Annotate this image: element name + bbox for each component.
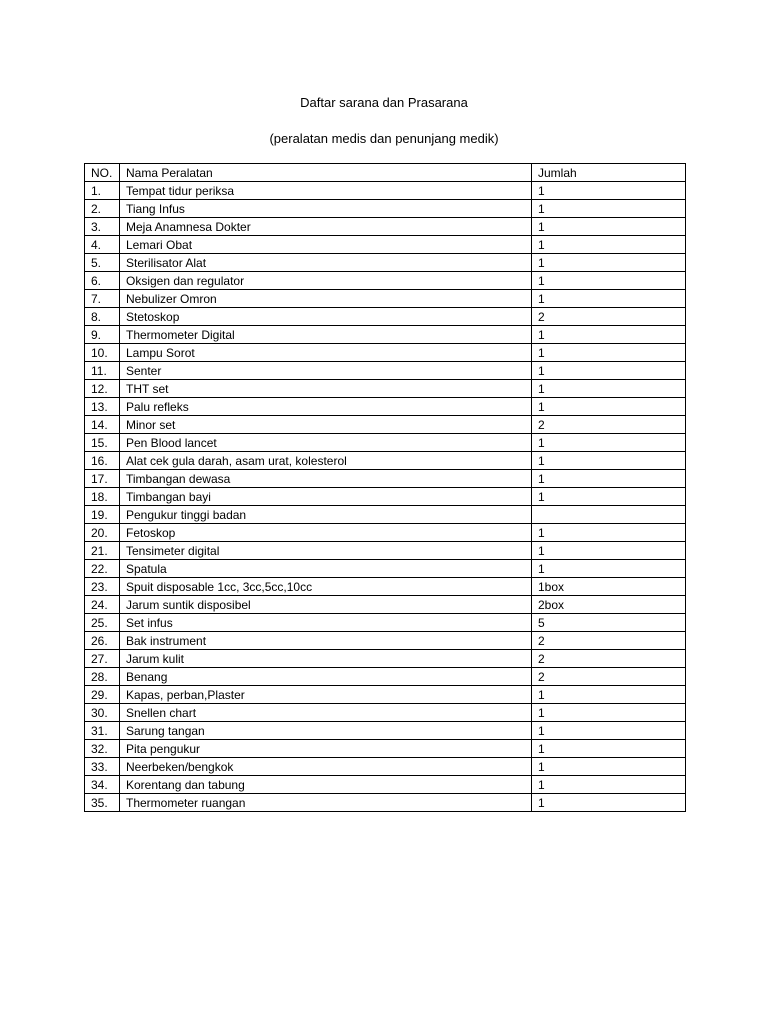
table-row [85, 722, 686, 740]
row-number: 13. [85, 398, 120, 416]
row-number: 3. [85, 218, 120, 236]
row-number: 14. [85, 416, 120, 434]
equipment-quantity: 1 [532, 524, 686, 542]
table-row [85, 236, 686, 254]
row-number: 12. [85, 380, 120, 398]
row-number: 30. [85, 704, 120, 722]
row-number: 20. [85, 524, 120, 542]
row-number: 28. [85, 668, 120, 686]
table-header-row [85, 164, 686, 182]
table-row [85, 614, 686, 632]
row-number: 32. [85, 740, 120, 758]
equipment-name: Stetoskop [120, 308, 532, 326]
equipment-quantity [532, 506, 686, 524]
equipment-quantity: 1 [532, 470, 686, 488]
table-row [85, 380, 686, 398]
row-number: 11. [85, 362, 120, 380]
equipment-name: Timbangan dewasa [120, 470, 532, 488]
equipment-name: Pen Blood lancet [120, 434, 532, 452]
table-row [85, 560, 686, 578]
equipment-name: Set infus [120, 614, 532, 632]
table-row [85, 776, 686, 794]
row-number: 2. [85, 200, 120, 218]
row-number: 21. [85, 542, 120, 560]
row-number: 35. [85, 794, 120, 812]
equipment-name: Tensimeter digital [120, 542, 532, 560]
row-number: 34. [85, 776, 120, 794]
row-number: 23. [85, 578, 120, 596]
equipment-name: Pengukur tinggi badan [120, 506, 532, 524]
row-number: 29. [85, 686, 120, 704]
header-name: Nama Peralatan [120, 164, 532, 182]
equipment-quantity: 1 [532, 488, 686, 506]
equipment-name: THT set [120, 380, 532, 398]
equipment-name: Sarung tangan [120, 722, 532, 740]
document-subtitle: (peralatan medis dan penunjang medik) [269, 131, 499, 146]
table-row [85, 362, 686, 380]
row-number: 9. [85, 326, 120, 344]
equipment-name: Alat cek gula darah, asam urat, kolesterol [120, 452, 532, 470]
equipment-name: Thermometer Digital [120, 326, 532, 344]
equipment-quantity: 1 [532, 290, 686, 308]
table-row [85, 632, 686, 650]
equipment-quantity: 1 [532, 218, 686, 236]
equipment-quantity: 1 [532, 776, 686, 794]
row-number: 33. [85, 758, 120, 776]
equipment-name: Kapas, perban,Plaster [120, 686, 532, 704]
row-number: 24. [85, 596, 120, 614]
equipment-name: Meja Anamnesa Dokter [120, 218, 532, 236]
table-row [85, 596, 686, 614]
equipment-quantity: 1 [532, 560, 686, 578]
table-row [85, 398, 686, 416]
table-row [85, 254, 686, 272]
equipment-name: Thermometer ruangan [120, 794, 532, 812]
equipment-name: Korentang dan tabung [120, 776, 532, 794]
equipment-quantity: 1 [532, 452, 686, 470]
header-qty: Jumlah [532, 164, 686, 182]
equipment-quantity: 2 [532, 668, 686, 686]
equipment-name: Neerbeken/bengkok [120, 758, 532, 776]
equipment-quantity: 1 [532, 722, 686, 740]
equipment-table [84, 163, 686, 812]
table-row [85, 506, 686, 524]
equipment-quantity: 1 [532, 758, 686, 776]
equipment-name: Spatula [120, 560, 532, 578]
equipment-quantity: 1 [532, 380, 686, 398]
equipment-quantity: 1 [532, 272, 686, 290]
row-number: 6. [85, 272, 120, 290]
row-number: 4. [85, 236, 120, 254]
equipment-quantity: 1 [532, 794, 686, 812]
equipment-quantity: 1 [532, 434, 686, 452]
header-no: NO. [85, 164, 120, 182]
equipment-quantity: 1 [532, 200, 686, 218]
table-row [85, 272, 686, 290]
equipment-quantity: 1 [532, 704, 686, 722]
equipment-name: Snellen chart [120, 704, 532, 722]
row-number: 8. [85, 308, 120, 326]
equipment-name: Minor set [120, 416, 532, 434]
table-row [85, 524, 686, 542]
row-number: 25. [85, 614, 120, 632]
equipment-name: Fetoskop [120, 524, 532, 542]
equipment-quantity: 1 [532, 236, 686, 254]
row-number: 5. [85, 254, 120, 272]
table-row [85, 578, 686, 596]
equipment-name: Nebulizer Omron [120, 290, 532, 308]
equipment-quantity: 1 [532, 398, 686, 416]
equipment-name: Benang [120, 668, 532, 686]
equipment-name: Jarum suntik disposibel [120, 596, 532, 614]
equipment-quantity: 1box [532, 578, 686, 596]
row-number: 18. [85, 488, 120, 506]
table-row [85, 488, 686, 506]
row-number: 31. [85, 722, 120, 740]
table-row [85, 704, 686, 722]
row-number: 22. [85, 560, 120, 578]
table-row [85, 308, 686, 326]
equipment-name: Timbangan bayi [120, 488, 532, 506]
equipment-name: Senter [120, 362, 532, 380]
equipment-name: Pita pengukur [120, 740, 532, 758]
equipment-quantity: 1 [532, 344, 686, 362]
equipment-quantity: 1 [532, 542, 686, 560]
equipment-table-body [85, 164, 686, 812]
equipment-quantity: 2 [532, 650, 686, 668]
row-number: 17. [85, 470, 120, 488]
equipment-name: Lampu Sorot [120, 344, 532, 362]
table-row [85, 686, 686, 704]
row-number: 26. [85, 632, 120, 650]
row-number: 19. [85, 506, 120, 524]
document-title: Daftar sarana dan Prasarana [300, 95, 468, 110]
row-number: 16. [85, 452, 120, 470]
equipment-name: Lemari Obat [120, 236, 532, 254]
row-number: 1. [85, 182, 120, 200]
table-row [85, 758, 686, 776]
table-row [85, 200, 686, 218]
table-row [85, 434, 686, 452]
equipment-quantity: 5 [532, 614, 686, 632]
table-row [85, 470, 686, 488]
equipment-quantity: 2 [532, 416, 686, 434]
row-number: 27. [85, 650, 120, 668]
equipment-name: Spuit disposable 1cc, 3cc,5cc,10cc [120, 578, 532, 596]
table-row [85, 650, 686, 668]
table-row [85, 182, 686, 200]
row-number: 15. [85, 434, 120, 452]
equipment-name: Palu refleks [120, 398, 532, 416]
equipment-name: Oksigen dan regulator [120, 272, 532, 290]
table-row [85, 542, 686, 560]
equipment-quantity: 1 [532, 182, 686, 200]
table-row [85, 452, 686, 470]
equipment-quantity: 1 [532, 740, 686, 758]
equipment-name: Jarum kulit [120, 650, 532, 668]
equipment-quantity: 1 [532, 254, 686, 272]
table-row [85, 290, 686, 308]
table-row [85, 740, 686, 758]
equipment-name: Sterilisator Alat [120, 254, 532, 272]
table-row [85, 794, 686, 812]
equipment-quantity: 1 [532, 362, 686, 380]
table-row [85, 344, 686, 362]
equipment-quantity: 1 [532, 326, 686, 344]
equipment-name: Tempat tidur periksa [120, 182, 532, 200]
table-row [85, 416, 686, 434]
table-row [85, 218, 686, 236]
equipment-quantity: 2 [532, 308, 686, 326]
table-row [85, 326, 686, 344]
equipment-quantity: 2box [532, 596, 686, 614]
equipment-quantity: 1 [532, 686, 686, 704]
equipment-name: Bak instrument [120, 632, 532, 650]
row-number: 10. [85, 344, 120, 362]
table-row [85, 668, 686, 686]
equipment-name: Tiang Infus [120, 200, 532, 218]
row-number: 7. [85, 290, 120, 308]
equipment-quantity: 2 [532, 632, 686, 650]
